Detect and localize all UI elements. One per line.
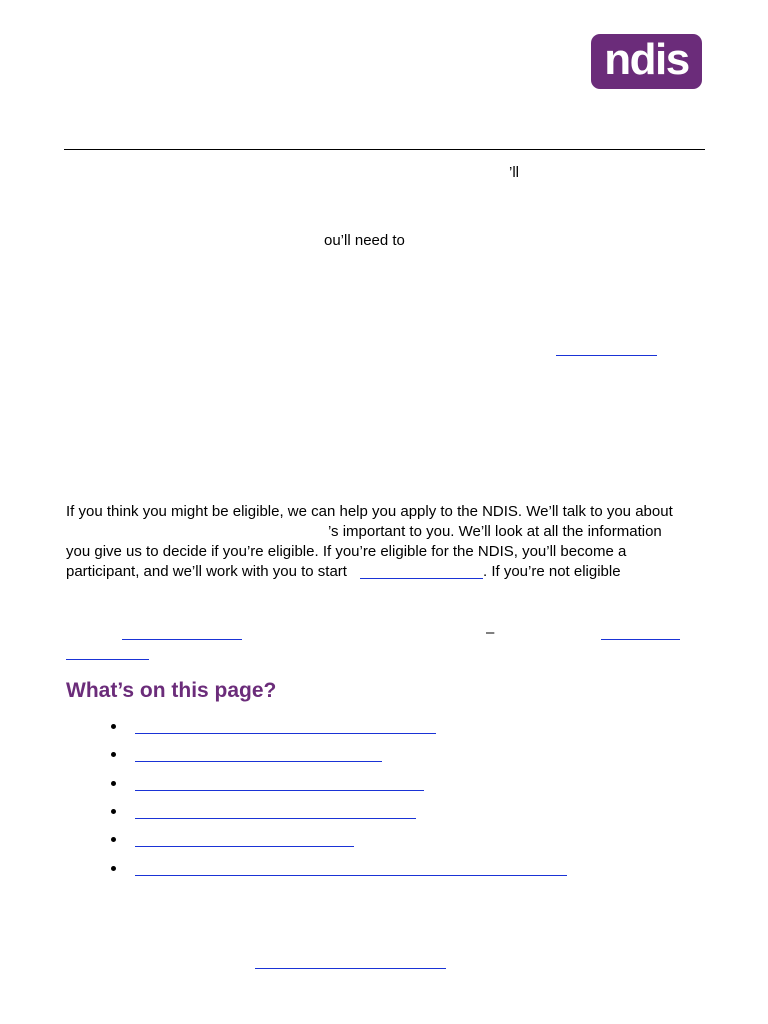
link[interactable] (556, 355, 657, 356)
list-item-link[interactable] (135, 818, 416, 819)
dash-separator: – (486, 624, 495, 641)
paragraph-line: you give us to decide if you’re eligible. If you’re eligible for the NDIS, you’ll become a (66, 543, 627, 560)
list-bullet (111, 752, 116, 757)
start-plan-link[interactable] (360, 578, 483, 579)
link[interactable] (122, 639, 242, 640)
paragraph-line: If you think you might be eligible, we can help you apply to the NDIS. We’ll talk to you about (66, 503, 673, 520)
list-bullet (111, 781, 116, 786)
list-bullet (111, 809, 116, 814)
section-heading: What’s on this page? (66, 679, 277, 702)
list-item-link[interactable] (135, 875, 567, 876)
paragraph-line: ’s important to you. We’ll look at all the information (328, 523, 662, 540)
text-fragment: ’ll (509, 164, 519, 181)
list-item-link[interactable] (135, 733, 436, 734)
text-fragment: ou’ll need to (324, 232, 405, 249)
link[interactable] (66, 659, 149, 660)
list-item-link[interactable] (135, 846, 354, 847)
ndis-logo: ndis (591, 34, 702, 89)
list-item-link[interactable] (135, 761, 382, 762)
link[interactable] (601, 639, 680, 640)
header-divider (64, 149, 705, 150)
list-bullet (111, 837, 116, 842)
list-bullet (111, 724, 116, 729)
link[interactable] (255, 968, 446, 969)
list-bullet (111, 866, 116, 871)
paragraph-line: . If you’re not eligible (483, 563, 621, 580)
paragraph-line: participant, and we’ll work with you to start (66, 563, 347, 580)
list-item-link[interactable] (135, 790, 424, 791)
